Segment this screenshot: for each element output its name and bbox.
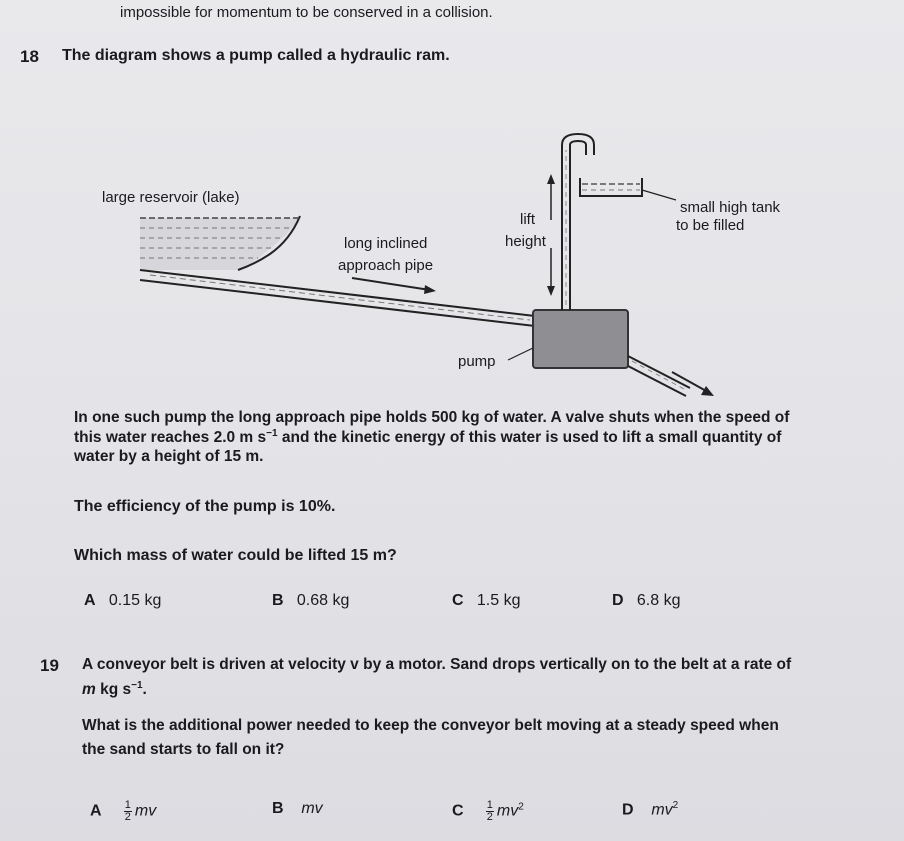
question-19-question-line1: What is the additional power needed to keep the conveyor belt moving at a steady speed when [82,717,779,734]
q18-option-d[interactable]: D 6.8 kg [612,592,681,609]
label-pump: pump [458,353,496,370]
question-19-line2: m kg $s^{-1}$. [82,680,147,699]
question-18-intro: The diagram shows a pump called a hydraulic ram. [62,47,450,64]
question-18-paragraph-line2: this water reaches 2.0 m $s^{-1}$ and the kinetic energy of this water is used to lift a small quantity of [74,428,782,447]
q19-option-c[interactable]: C $\frac{1}{2}$ $mv^2$ [452,799,524,823]
q19-option-a[interactable]: A $\frac{1}{2}$ mv [90,799,157,823]
high-tank [580,178,676,200]
lift-pipe [562,134,594,310]
hydraulic-ram-diagram [0,120,904,410]
previous-answer-line: impossible for momentum to be conserved in a collision. [120,4,493,21]
question-18-paragraph-line1: In one such pump the long approach pipe holds 500 kg of water. A valve shuts when the speed of [74,409,790,426]
label-reservoir: large reservoir (lake) [102,189,240,206]
label-tank-line1: small high tank [680,199,781,216]
q18-option-b[interactable]: B 0.68 kg [272,592,350,609]
pump-body [533,310,628,368]
question-18-paragraph-line3: water by a height of 15 m. [74,448,264,465]
label-lift-line1: lift [520,211,535,228]
question-19-number: 19 [40,656,59,675]
question-18-question: Which mass of water could be lifted 15 m? [74,547,397,564]
outlet-pipe [628,356,714,396]
label-pipe-line2: approach pipe [338,257,434,274]
question-18-number: 18 [20,47,39,66]
flow-arrow [352,278,430,290]
label-lift-line2: height [505,233,546,250]
question-19-question-line2: the sand starts to fall on it? [82,741,285,758]
q18-option-a[interactable]: A 0.15 kg [84,592,162,609]
q18-option-c[interactable]: C 1.5 kg [452,592,521,609]
q19-option-b[interactable]: B mv [272,800,323,817]
label-pipe-line1: long inclined [344,235,428,252]
approach-pipe [140,270,535,326]
reservoir [140,216,300,270]
question-18-efficiency: The efficiency of the pump is 10%. [74,498,336,515]
question-19-line1: A conveyor belt is driven at velocity v by a motor. Sand drops vertically on to the belt at a rate of [82,656,792,673]
q19-option-d[interactable]: D $mv^2$ [622,800,679,819]
label-tank-line2: to be filled [676,217,745,234]
